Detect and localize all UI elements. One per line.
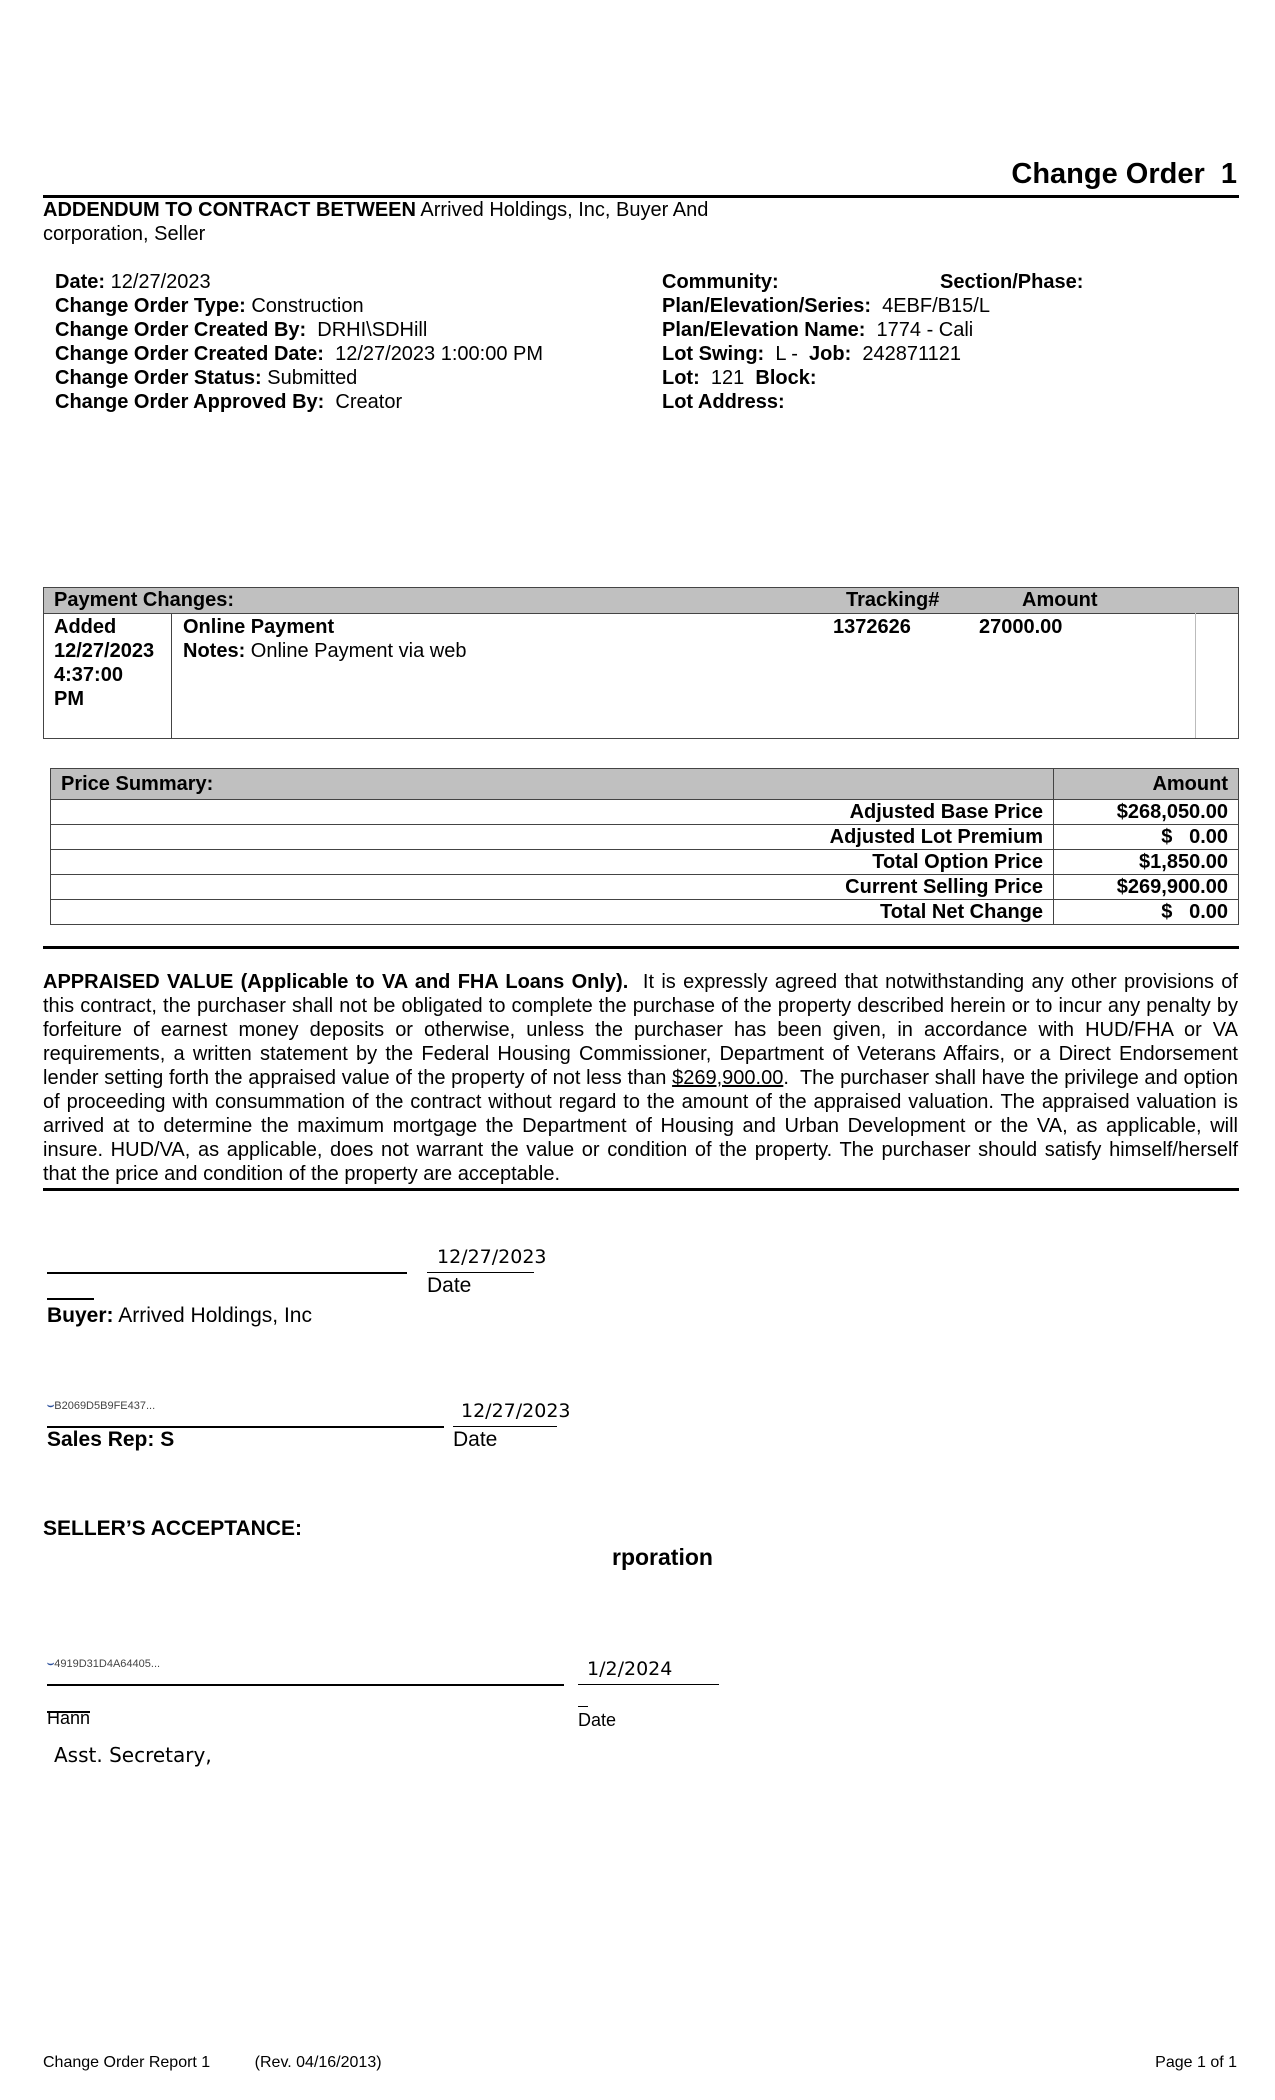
detail-section-phase: Section/Phase:	[940, 271, 1084, 293]
seller-signer-name: Hann	[47, 1708, 91, 1728]
detail-plan-series: Plan/Elevation/Series: 4EBF/B15/L	[662, 295, 990, 317]
payment-table-header	[44, 588, 1238, 614]
price-summary-label: Price Summary:	[51, 769, 1054, 800]
sales-date-label: Date	[453, 1428, 498, 1451]
tracking-header: Tracking#	[846, 589, 940, 611]
table-row: Total Option Price $1,850.00	[51, 850, 1239, 875]
buyer-signature-line	[47, 1272, 407, 1274]
payment-tracking-number: 1372626	[833, 616, 911, 638]
seller-date-line-tail	[578, 1706, 588, 1707]
signature-flourish-icon: ⌣	[47, 1400, 55, 1412]
column-divider	[1195, 613, 1196, 738]
seller-docusign-envelope: ⌣4919D31D4A64405...	[47, 1658, 161, 1670]
payment-header-label: Payment Changes:	[54, 589, 235, 611]
payment-amount: 27000.00	[979, 616, 1063, 638]
footer-page-number: Page 1 of 1	[1155, 2054, 1237, 2071]
payment-type: Online Payment	[183, 616, 335, 638]
buyer-signature-label: Buyer: Arrived Holdings, Inc	[47, 1304, 312, 1327]
change-order-details	[55, 270, 543, 414]
seller-signature-line	[47, 1684, 564, 1686]
buyer-date-label: Date	[427, 1274, 472, 1297]
seller-acceptance-heading: SELLER’S ACCEPTANCE:	[43, 1517, 303, 1540]
seller-date-label: Date	[578, 1710, 617, 1730]
table-row: Total Net Change $ 0.00	[51, 900, 1239, 925]
seller-signed-date: 1/2/2024	[587, 1658, 673, 1680]
seller-signer-title: Asst. Secretary,	[54, 1743, 212, 1767]
payment-status: Added 12/27/2023 4:37:00 PM	[54, 616, 155, 710]
detail-created-by: Change Order Created By: DRHI\SDHill	[55, 319, 428, 341]
price-amount-header: Amount	[1054, 769, 1239, 800]
detail-community: Community: Section/Phase:	[662, 271, 1084, 293]
addendum-seller: corporation, Seller	[43, 223, 206, 245]
detail-lot-block: Lot: 121 Block:	[662, 367, 817, 389]
payment-changes-table	[43, 587, 1239, 739]
lot-details	[662, 270, 1222, 414]
buyer-date-line	[427, 1272, 534, 1273]
amount-header: Amount	[1022, 589, 1098, 611]
table-row: Current Selling Price $269,900.00	[51, 875, 1239, 900]
detail-approved-by: Change Order Approved By: Creator	[55, 391, 403, 413]
detail-status: Change Order Status: Submitted	[55, 367, 358, 389]
section-rule	[43, 946, 1239, 949]
page-title: Change Order 1	[1011, 158, 1237, 190]
price-summary-table	[50, 768, 1239, 925]
sales-date-line	[453, 1426, 557, 1427]
detail-plan-name: Plan/Elevation Name: 1774 - Cali	[662, 319, 974, 341]
payment-description	[183, 615, 466, 663]
sales-rep-label: Sales Rep: S	[47, 1428, 175, 1451]
column-divider	[171, 613, 172, 738]
addendum-statement	[43, 198, 763, 246]
sales-docusign-envelope: ⌣B2069D5B9FE437...	[47, 1400, 156, 1412]
detail-created-date: Change Order Created Date: 12/27/2023 1:00:00 PM	[55, 343, 544, 365]
price-summary-header	[51, 769, 1239, 800]
seller-date-line	[578, 1684, 719, 1685]
seller-corporation-name: rporation	[612, 1544, 713, 1570]
table-row: Adjusted Lot Premium $ 0.00	[51, 825, 1239, 850]
appraised-heading: APPRAISED VALUE (Applicable to VA and FHA Loans Only).	[43, 971, 629, 993]
payment-notes: Notes: Online Payment via web	[183, 640, 467, 662]
detail-type: Change Order Type: Construction	[55, 295, 364, 317]
detail-lot-address: Lot Address:	[662, 391, 785, 413]
addendum-heading: ADDENDUM TO CONTRACT BETWEEN	[43, 199, 416, 221]
appraised-value-clause: APPRAISED VALUE (Applicable to VA and FHA Loans Only). It is expressly agreed that notwithstanding any other provisions of this contract, the purchaser shall not be obligated to complete the purchase of the property described herein or to incur any penalty by forfeiture of earnest money deposits or otherwise, unless the purchaser has been given, in accordance with HUD/FHA or VA requirements, a written statement by the Federal Housing Commissioner, Department of Veterans Affairs, or a Direct Endorsement lender setting forth the appraised value of the property of not less than $269,900.00. The purchaser shall have the privilege and option of proceeding with consummation of the contract without regard to the amount of the appraised valuation. The appraised valuation is arrived at to determine the maximum mortgage the Department of Housing and Urban Development or the VA, as applicable, will insure. HUD/VA, as applicable, does not warrant the value or condition of the property. The purchaser should satisfy himself/herself that the price and condition of the property are acceptable.	[43, 971, 1244, 1185]
footer-report-name: Change Order Report 1 (Rev. 04/16/2013)	[43, 2054, 382, 2071]
appraised-amount: $269,900.00	[672, 1067, 784, 1089]
signature-flourish-icon: ⌣	[47, 1658, 55, 1670]
table-row: Adjusted Base Price $268,050.00	[51, 800, 1239, 825]
detail-lot-swing-job: Lot Swing: L - Job: 242871121	[662, 343, 961, 365]
sales-signed-date: 12/27/2023	[461, 1400, 571, 1422]
section-rule	[43, 1188, 1239, 1191]
addendum-parties: Arrived Holdings, Inc, Buyer And	[415, 199, 709, 221]
buyer-signature-line-tail	[47, 1298, 94, 1300]
detail-date: Date: 12/27/2023	[55, 271, 211, 293]
buyer-signed-date: 12/27/2023	[437, 1246, 547, 1268]
